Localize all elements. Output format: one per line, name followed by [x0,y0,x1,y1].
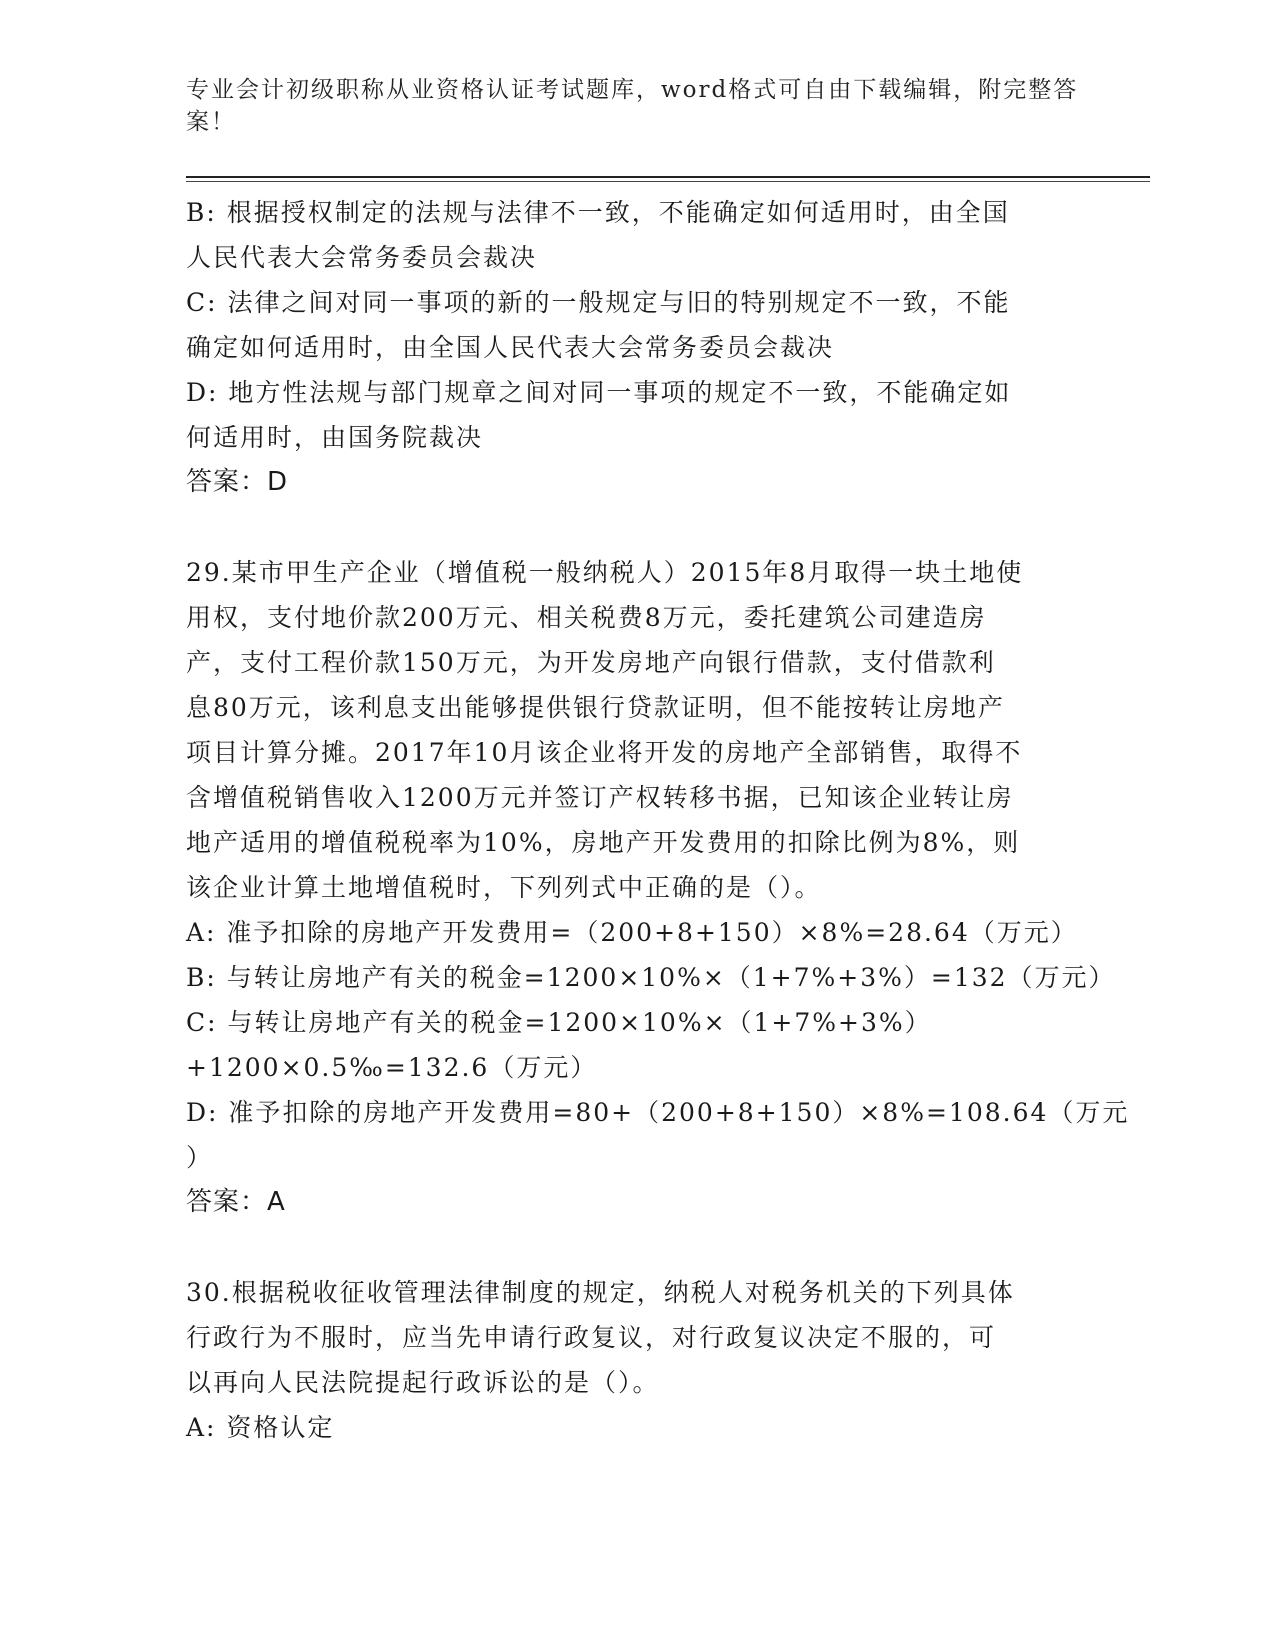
q29-stem-3: 产，支付工程价款150万元，为开发房地产向银行借款，支付借款利 [186,648,996,677]
q28-answer: 答案：D [186,467,289,497]
q29-stem-6: 含增值税销售收入1200万元并签订产权转移书据，已知该企业转让房 [186,783,1014,812]
q30-stem-3: 以再向人民法院提起行政诉讼的是（）。 [186,1368,660,1397]
q29-option-c: C: 与转让房地产有关的税金=1200×10%×（1+7%+3%） [186,1008,932,1037]
spacer [186,1225,1086,1270]
q29-stem-1: 29.某市甲生产企业（增值税一般纳税人）2015年8月取得一块土地使 [186,558,1024,587]
q29-answer: 答案：A [186,1187,286,1217]
q28-option-b: B: 根据授权制定的法规与法律不一致，不能确定如何适用时，由全国 [186,198,1010,227]
q29-option-b: B: 与转让房地产有关的税金=1200×10%×（1+7%+3%）=132（万元） [186,963,1116,992]
q30-stem-2: 行政行为不服时，应当先申请行政复议，对行政复议决定不服的，可 [186,1323,997,1352]
header-divider [186,176,1150,178]
q28-option-c-cont: 确定如何适用时，由全国人民代表大会常务委员会裁决 [186,333,835,362]
q28-option-b-cont: 人民代表大会常务委员会裁决 [186,243,538,272]
q29-option-d: D: 准予扣除的房地产开发费用=80+（200+8+150）×8%=108.64（万元 [186,1098,1130,1127]
q30-stem-1: 30.根据税收征收管理法律制度的规定，纳税人对税务机关的下列具体 [186,1278,1015,1307]
question-30 [186,1270,1086,1450]
q29-stem-7: 地产适用的增值税税率为10%，房地产开发费用的扣除比例为8%，则 [186,828,1021,857]
q29-option-a: A: 准予扣除的房地产开发费用=（200+8+150）×8%=28.64（万元） [186,918,1078,947]
q29-stem-2: 用权，支付地价款200万元、相关税费8万元，委托建筑公司建造房 [186,603,987,632]
question-29 [186,550,1130,1225]
document-header [186,74,1079,138]
q28-option-d-cont: 何适用时，由国务院裁决 [186,423,484,452]
header-divider-thin [186,181,1150,182]
header-line-2: 案！ [186,109,236,135]
q28-option-c: C: 法律之间对同一事项的新的一般规定与旧的特别规定不一致，不能 [186,288,1011,317]
q29-stem-4: 息80万元，该利息支出能够提供银行贷款证明，但不能按转让房地产 [186,693,1005,722]
spacer [186,505,1086,550]
q29-option-c-cont: +1200×0.5‰=132.6（万元） [186,1053,598,1082]
q28-option-d: D: 地方性法规与部门规章之间对同一事项的规定不一致，不能确定如 [186,378,1012,407]
q29-option-d-cont: ） [186,1143,214,1172]
document-body [186,190,1130,1450]
q29-stem-5: 项目计算分摊。2017年10月该企业将开发的房地产全部销售，取得不 [186,738,1023,767]
q30-option-a: A: 资格认定 [186,1413,335,1442]
q29-stem-8: 该企业计算土地增值税时，下列列式中正确的是（）。 [186,873,822,902]
header-line-1: 专业会计初级职称从业资格认证考试题库，word格式可自由下载编辑，附完整答 [186,77,1079,103]
question-28 [186,190,1086,505]
